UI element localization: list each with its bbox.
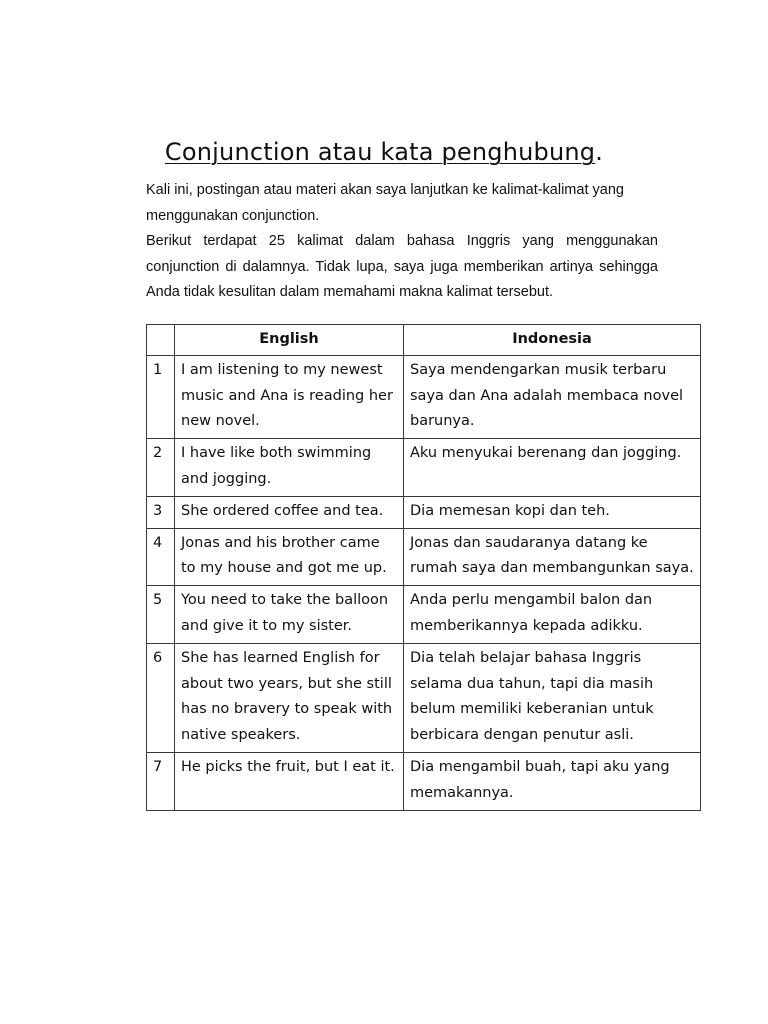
title-text: Conjunction atau kata penghubung	[164, 138, 596, 166]
page-title	[0, 136, 768, 168]
table-row	[147, 528, 701, 586]
row-number: 7	[147, 752, 175, 810]
title-period: .	[595, 138, 604, 166]
english-cell: Jonas and his brother came to my house and got me up.	[175, 528, 404, 586]
indonesia-cell: Saya mendengarkan musik terbaru saya dan Ana adalah membaca novel barunya.	[404, 355, 701, 438]
indonesia-cell: Jonas dan saudaranya datang ke rumah saya dan membangunkan saya.	[404, 528, 701, 586]
indonesia-cell: Aku menyukai berenang dan jogging.	[404, 439, 701, 497]
table-row	[147, 586, 701, 644]
intro-text	[146, 178, 658, 306]
row-number: 4	[147, 528, 175, 586]
table-row	[147, 752, 701, 810]
indonesia-cell: Anda perlu mengambil balon dan memberikannya kepada adikku.	[404, 586, 701, 644]
english-cell: You need to take the balloon and give it to my sister.	[175, 586, 404, 644]
conjunction-table	[146, 324, 701, 811]
english-cell: She has learned English for about two years, but she still has no bravery to speak with native speakers.	[175, 643, 404, 752]
english-cell: She ordered coffee and tea.	[175, 496, 404, 528]
table-row	[147, 496, 701, 528]
intro-paragraph-2: Berikut terdapat 25 kalimat dalam bahasa Inggris yang menggunakan conjunction di dalamnya. Tidak lupa, saya juga memberikan artinya sehingga Anda tidak kesulitan dalam memahami makna kalimat tersebut.	[146, 233, 658, 300]
table-header-row	[147, 325, 701, 356]
indonesia-cell: Dia telah belajar bahasa Inggris selama dua tahun, tapi dia masih belum memiliki keberanian untuk berbicara dengan penutur asli.	[404, 643, 701, 752]
indonesia-cell: Dia mengambil buah, tapi aku yang memakannya.	[404, 752, 701, 810]
header-english: English	[175, 325, 404, 356]
indonesia-cell: Dia memesan kopi dan teh.	[404, 496, 701, 528]
row-number: 6	[147, 643, 175, 752]
table-row	[147, 439, 701, 497]
row-number: 3	[147, 496, 175, 528]
header-indonesia: Indonesia	[404, 325, 701, 356]
row-number: 5	[147, 586, 175, 644]
english-cell: I am listening to my newest music and Ana is reading her new novel.	[175, 355, 404, 438]
table-row	[147, 643, 701, 752]
english-cell: I have like both swimming and jogging.	[175, 439, 404, 497]
intro-paragraph-1: Kali ini, postingan atau materi akan saya lanjutkan ke kalimat-kalimat yang menggunakan conjunction.	[146, 182, 624, 224]
row-number: 2	[147, 439, 175, 497]
english-cell: He picks the fruit, but I eat it.	[175, 752, 404, 810]
header-number	[147, 325, 175, 356]
table-row	[147, 355, 701, 438]
row-number: 1	[147, 355, 175, 438]
